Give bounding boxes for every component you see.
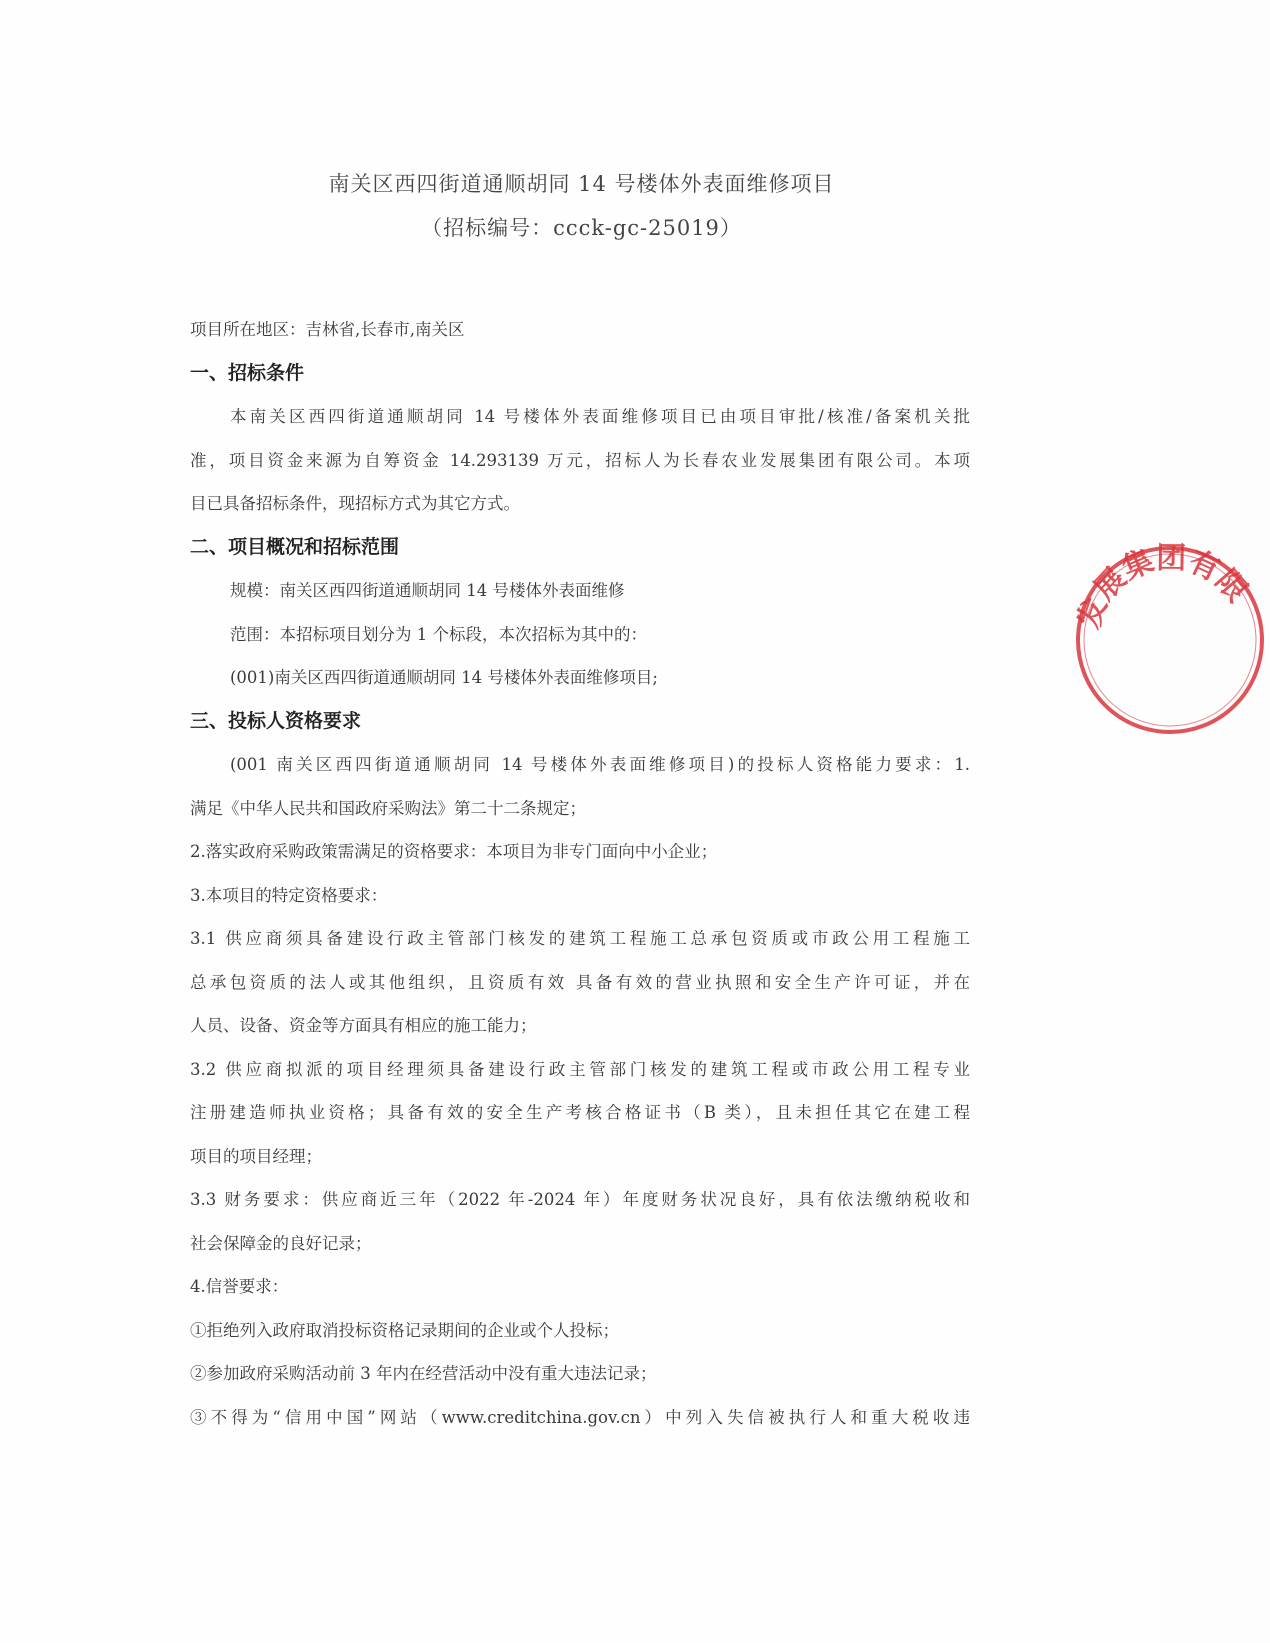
requirement-item: 3.本项目的特定资格要求： <box>190 885 388 905</box>
document-body <box>190 308 970 1439</box>
paragraph-line: 准，项目资金来源为自筹资金 14.293139 万元，招标人为长春农业发展集团有限公司。本项 <box>190 450 970 470</box>
paragraph-line: 目已具备招标条件，现招标方式为其它方式。 <box>190 494 520 513</box>
paragraph-line: (001 南关区西四街道通顺胡同 14 号楼体外表面维修项目)的投标人资格能力要求：1. <box>230 755 970 774</box>
paragraph-line: 人员、设备、资金等方面具有相应的施工能力； <box>190 1016 537 1035</box>
svg-text:发展集团有限: 发展集团有限 <box>1071 540 1255 634</box>
credit-item: ③不得为“信用中国”网站（www.creditchina.gov.cn）中列入失信被执行人和重大税收违 <box>190 1407 970 1427</box>
paragraph-line: 社会保障金的良好记录； <box>190 1233 372 1253</box>
credit-item: ①拒绝列入政府取消投标资格记录期间的企业或个人投标； <box>190 1320 619 1340</box>
section-heading-tender-conditions: 一、招标条件 <box>190 361 305 384</box>
seal-stamp-icon <box>1070 540 1270 740</box>
section-heading-project-overview: 二、项目概况和招标范围 <box>190 535 400 558</box>
requirement-item: 4.信誉要求： <box>190 1277 289 1296</box>
paragraph-line: 3.3 财务要求：供应商近三年（2022 年-2024 年）年度财务状况良好，具有依法缴纳税收和 <box>190 1190 970 1209</box>
requirement-item: 2.落实政府采购政策需满足的资格要求：本项目为非专门面向中小企业； <box>190 842 718 861</box>
paragraph-line: 注册建造师执业资格；具备有效的安全生产考核合格证书（B 类），且未担任其它在建工程 <box>190 1103 970 1122</box>
paragraph-line: 总承包资质的法人或其他组织，且资质有效 具备有效的营业执照和安全生产许可证，并在 <box>190 972 970 992</box>
credit-item: ②参加政府采购活动前 3 年内在经营活动中没有重大违法记录； <box>190 1364 657 1383</box>
project-lot: (001)南关区西四街道通顺胡同 14 号楼体外表面维修项目; <box>230 668 658 687</box>
project-scope: 范围：本招标项目划分为 1 个标段，本次招标为其中的： <box>230 624 647 644</box>
document-title: 南关区西四街道通顺胡同 14 号楼体外表面维修项目 <box>328 172 835 196</box>
company-seal <box>1070 540 1270 740</box>
paragraph-line: 3.1 供应商须具备建设行政主管部门核发的建筑工程施工总承包资质或市政公用工程施工 <box>190 929 970 948</box>
project-region: 项目所在地区：吉林省,长春市,南关区 <box>190 320 465 339</box>
tender-number: （招标编号：ccck-gc-25019） <box>421 216 742 240</box>
project-scale: 规模：南关区西四街道通顺胡同 14 号楼体外表面维修 <box>230 581 625 600</box>
paragraph-line: 项目的项目经理； <box>190 1146 322 1166</box>
paragraph-line: 3.2 供应商拟派的项目经理须具备建设行政主管部门核发的建筑工程或市政公用工程专业 <box>190 1059 970 1079</box>
paragraph-line: 本南关区西四街道通顺胡同 14 号楼体外表面维修项目已由项目审批/核准/备案机关批 <box>230 407 970 426</box>
section-heading-bidder-qualifications: 三、投标人资格要求 <box>190 709 362 732</box>
paragraph-line: 满足《中华人民共和国政府采购法》第二十二条规定； <box>190 798 586 818</box>
